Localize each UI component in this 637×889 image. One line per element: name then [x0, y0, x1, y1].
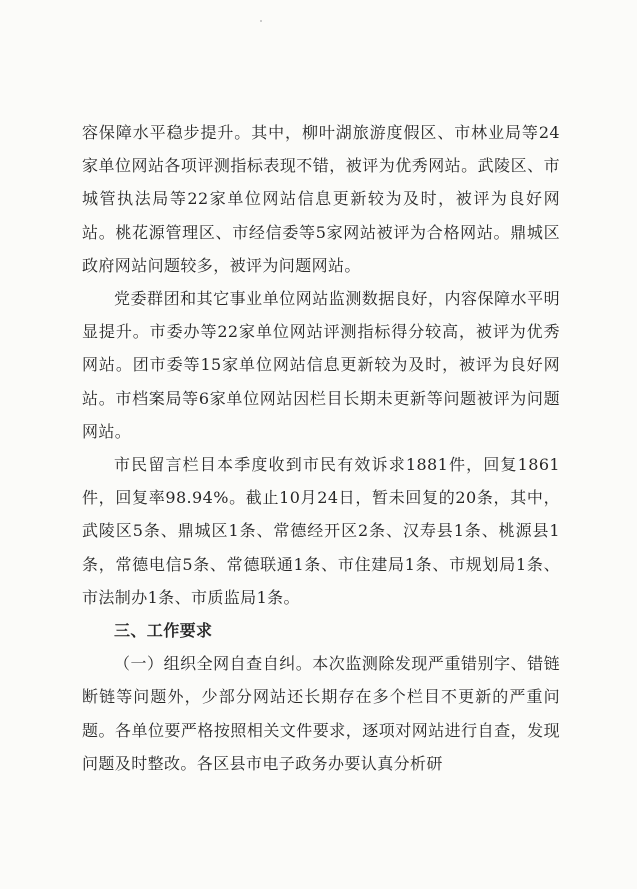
- paragraph-self-inspection: （一）组织全网自查自纠。本次监测除发现严重错别字、错链断链等问题外，少部分网站还长期存在多个栏目不更新的严重问题。各单位要严格按照相关文件要求，逐项对网站进行自查，发现问题及时整改。各区县市电子政务办要认真分析研: [82, 654, 560, 773]
- section-heading-work-requirements: 三、工作要求: [114, 621, 213, 641]
- paragraph-party-websites: 党委群团和其它事业单位网站监测数据良好，内容保障水平明显提升。市委办等22家单位网站评测指标得分较高，被评为优秀网站。团市委等15家单位网站信息更新较为及时，被评为良好网站。市档案局等6家单位网站因栏目长期未更新等问题被评为问题网站。: [82, 289, 560, 441]
- paragraph-citizen-messages: 市民留言栏目本季度收到市民有效诉求1881件，回复1861件，回复率98.94%。截止10月24日，暂未回复的20条，其中，武陵区5条、鼎城区1条、常德经开区2条、汉寿县1条、桃源县1条，常德电信5条、常德联通1条、市住建局1条、市规划局1条、市法制办1条、市质监局1条。: [82, 455, 560, 607]
- document-body: [82, 116, 560, 780]
- scan-speck: [260, 20, 262, 22]
- paragraph-website-ratings: 容保障水平稳步提升。其中，柳叶湖旅游度假区、市林业局等24家单位网站各项评测指标表现不错，被评为优秀网站。武陵区、市城管执法局等22家单位网站信息更新较为及时，被评为良好网站。桃花源管理区、市经信委等5家网站被评为合格网站。鼎城区政府网站问题较多，被评为问题网站。: [82, 123, 560, 275]
